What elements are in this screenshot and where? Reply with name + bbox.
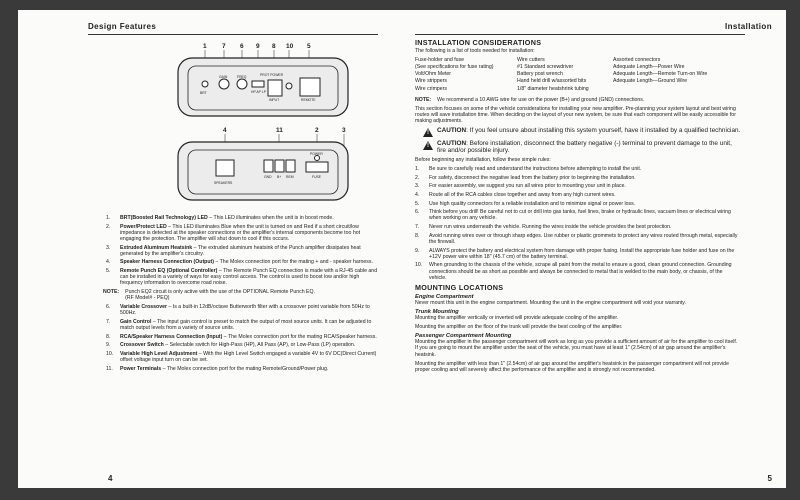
note-punch-eq: NOTE: Punch EQ2 circuit is only active with the use of the OPTIONAL Remote Punch EQ. (RF Model# - PEQ)	[103, 288, 315, 301]
list-item: 6. Variable Crossover – Is a built-in 12dB/octave Butterworth filter with a crossover point variable from 50Hz to 500Hz.	[106, 304, 370, 317]
engine-compartment-title: Engine Compartment	[415, 293, 474, 300]
tool-item: Adequate Length—Remote Turn-on Wire	[613, 71, 708, 78]
amplifier-top-diagram	[148, 38, 358, 118]
list-item: 10. Variable High Level Adjustment – With the High Level Switch engaged a variable 4V to 6V DC(Direct Current) offset voltage input turn on can be set.	[106, 351, 377, 364]
passenger-mounting-text-1: Mounting the amplifier in the passenger compartment will work as long as you provide a sufficient amount of air for the amplifier to cool itself. If you are going to mount the amplifier under the seat of the vehicle, you must have at least 1" (2.54cm) of air gap around the amplifier's heatsink.	[415, 339, 738, 358]
tool-item: Wire strippers	[415, 78, 447, 85]
label-hp-ap-lp: HP AP LP	[251, 90, 266, 94]
list-item: 9. ALWAYS protect the battery and electrical system from damage with proper fusing. Install the appropriate fuse holder and fuse on the +12V power wire within 18" (45.7 cm) of the battery terminal.	[415, 247, 735, 260]
tool-item: (See specifications for fuse rating)	[415, 64, 494, 71]
callout-11: 11	[276, 127, 283, 134]
callout-2: 2	[315, 127, 319, 134]
rules-list	[415, 166, 741, 281]
engine-compartment-text: Never mount this unit in the engine compartment. Mounting the unit in the engine compartment will void your warranty.	[415, 299, 686, 306]
label-freq: FREQ	[237, 75, 247, 79]
tool-item: Adequate Length—Power Wire	[613, 64, 685, 71]
power-led	[315, 156, 320, 161]
callout-6: 6	[240, 43, 244, 50]
list-item: 5. Remote Punch EQ (Optional Controller) – The Remote Punch EQ connection is made with a RJ-45 cable and can be installed in a variety of ways for easy control access. The control is used to boost low and/or high frequency information to overcome road noise.	[106, 268, 378, 287]
tool-item: #1 Standard screwdriver	[517, 64, 574, 71]
tool-item: Volt/Ohm Meter	[415, 71, 452, 78]
passenger-mounting-title: Passenger Compartment Mounting	[415, 333, 512, 340]
list-item: 2. For safety, disconnect the negative lead from the battery prior to beginning the installation.	[415, 174, 636, 181]
rules-intro: Before beginning any installation, follow these simple rules:	[415, 156, 551, 163]
high-level-adjust	[286, 83, 292, 89]
tools-list	[415, 57, 741, 91]
label-input: INPUT	[269, 98, 280, 102]
callout-4: 4	[223, 127, 227, 134]
page-header: Design Features	[88, 22, 157, 31]
trunk-mounting-text-2: Mounting the amplifier on the floor of the trunk will provide the best cooling of the amplifier.	[415, 324, 623, 331]
caution-1: ! CAUTION: If you feel unsure about installing this system yourself, have it installed by a qualified technician.	[423, 127, 741, 137]
tool-item: Wire cutters	[517, 57, 545, 64]
callout-7: 7	[222, 43, 226, 50]
list-item: 1. BRT(Boosted Rail Technology) LED – This LED illuminates when the unit is in boost mode.	[106, 215, 334, 221]
fuse-block	[306, 162, 328, 172]
warning-icon: !	[423, 141, 433, 150]
trunk-mounting-title: Trunk Mounting	[415, 308, 459, 315]
header-rule	[88, 34, 378, 35]
list-item: 2. Power/Protect LED – This LED illuminates Blue when the unit is turned on and Red if a short circuit/low impedance is detected at the speaker connections or the amplifier's internal components become too hot engaging the protection. The amplifier will shut down to cool if this occurs.	[106, 223, 361, 242]
callout-1: 1	[203, 43, 207, 50]
header-rule	[415, 34, 745, 35]
tool-item: Battery post wrench	[517, 71, 563, 78]
tool-item: Adequate Length—Ground Wire	[613, 78, 688, 85]
tool-item: 1/8" diameter heatshrink tubing	[517, 85, 589, 92]
speaker-port	[216, 160, 234, 176]
tool-item	[613, 86, 741, 92]
label-rem: REM	[286, 175, 294, 179]
callout-5: 5	[307, 43, 311, 50]
list-item: 4. Route all of the RCA cables close together and away from any high current wires.	[415, 192, 616, 198]
label-prot-power: PROT POWER	[260, 73, 284, 77]
gain-knob	[219, 79, 229, 89]
page-number: 5	[767, 474, 772, 483]
caution-2: ! CAUTION: Before installation, disconnect the battery negative (-) terminal to prevent damage to the unit, fire and/or possible injury.	[423, 140, 741, 155]
callout-10: 10	[286, 43, 294, 50]
list-item: 4. Speaker Harness Connection (Output) – The Molex connection port for the mating + and - speaker harness.	[106, 259, 373, 266]
top-callouts	[203, 43, 311, 50]
intro-paragraph: This section focuses on some of the vehicle considerations for installing your new amplifier. Pre-planning your system layout and best wiring routes will save installation time. When deciding on the layout of your new system, be sure that each component will be easily accessible for making adjustments.	[415, 105, 736, 124]
section-title-mounting: MOUNTING LOCATIONS	[415, 282, 504, 292]
label-power: POWER	[310, 152, 323, 156]
page-number: 4	[108, 474, 113, 483]
list-item: 7. Never run wires underneath the vehicle. Running the wires inside the vehicle provides the best protection.	[415, 224, 672, 231]
tool-item: Wire crimpers	[415, 85, 447, 92]
label-gnd: GND	[264, 175, 272, 179]
power-terminal-1	[264, 160, 273, 172]
right-page	[401, 10, 786, 488]
list-item: 5. Use high quality connectors for a reliable installation and to minimize signal or power loss.	[415, 200, 636, 207]
list-item: 11. Power Terminals – The Molex connection port for the mating Remote/Ground/Power plug.	[106, 365, 329, 372]
remote-port	[300, 78, 320, 96]
label-fuse: FUSE	[312, 175, 322, 179]
list-item: 3. For easier assembly, we suggest you run all wires prior to mounting your unit in place.	[415, 183, 626, 190]
label-brt: BRT	[200, 91, 207, 95]
tool-item: Assorted connectors	[613, 57, 661, 64]
power-terminal-3	[286, 160, 295, 172]
trunk-mounting-text-1: Mounting the amplifier vertically or inverted will provide adequate cooling of the amplifier.	[415, 315, 619, 322]
section-title-installation: INSTALLATION CONSIDERATIONS	[415, 38, 542, 47]
amplifier-bottom-diagram	[148, 122, 358, 202]
freq-knob	[237, 79, 247, 89]
input-port	[268, 80, 282, 96]
tool-item: Fuse-holder and fuse	[415, 57, 465, 64]
warning-icon: !	[423, 128, 433, 137]
callout-9: 9	[256, 43, 260, 50]
list-item: 7. Gain Control – The input gain control is preset to match the output of most source units. It can be adjusted to match output levels from a variety of source units.	[106, 318, 372, 331]
label-remote: REMOTE	[301, 98, 316, 102]
crossover-switch	[252, 81, 264, 87]
tool-item: Hand held drill w/assorted bits	[517, 78, 587, 85]
label-speakers: SPEAKERS	[214, 181, 233, 185]
list-item: 1. Be sure to carefully read and understand the instructions before attempting to install the unit.	[415, 165, 642, 172]
tools-intro: The following is a list of tools needed for installation:	[415, 48, 535, 55]
left-page	[18, 10, 403, 488]
list-item: 3. Extruded Aluminum Heatsink – The extruded aluminum heatsink of the Punch amplifier dissipates heat generated by the amplifier's circuitry.	[106, 244, 361, 257]
list-item: 8. Avoid running wires over or through sharp edges. Use rubber or plastic grommets to protect any wires routed through metal, especially the firewall.	[415, 232, 738, 245]
label-bplus: B+	[277, 175, 282, 179]
passenger-mounting-text-2: Mounting the amplifier with less than 1" (2.54cm) of air gap around the amplifier's heatsink in the passenger compartment will not provide proper cooling and will severely affect the performance of the amplifier and is strongly not recommended.	[415, 360, 729, 373]
list-item: 9. Crossover Switch – Selectable switch for High-Pass (HP), All Pass (AP), or Low-Pass (LP) operation.	[106, 342, 356, 349]
power-terminal-2	[275, 160, 284, 172]
list-item: 8. RCA/Speaker Harness Connection (Input) – The Molex connection port for the mating RCA/Speaker harness.	[106, 333, 377, 340]
installation-content	[415, 40, 741, 373]
label-gain: GAIN	[219, 75, 228, 79]
page-header: Installation	[724, 22, 772, 31]
design-features-list	[103, 215, 378, 375]
note-wire-gauge: NOTE: We recommend a 10 AWG wire for use on the power (B+) and ground (GND) connections.	[415, 96, 645, 103]
brt-led	[202, 81, 208, 87]
list-item: 6. Think before you drill! Be careful not to cut or drill into gas tanks, fuel lines, brake or hydraulic lines, vacuum lines or electrical wiring when working on any vehicle.	[415, 209, 731, 222]
list-item: 10. When grounding to the chassis of the vehicle, scrape all paint from the metal to ensure a good, clean ground connection. Grounding connections should be as short as possible and always be connected to metal that is welded to the main body, or chassis, of the vehicle.	[415, 262, 732, 281]
callout-8: 8	[272, 43, 276, 50]
callout-3: 3	[342, 127, 346, 134]
